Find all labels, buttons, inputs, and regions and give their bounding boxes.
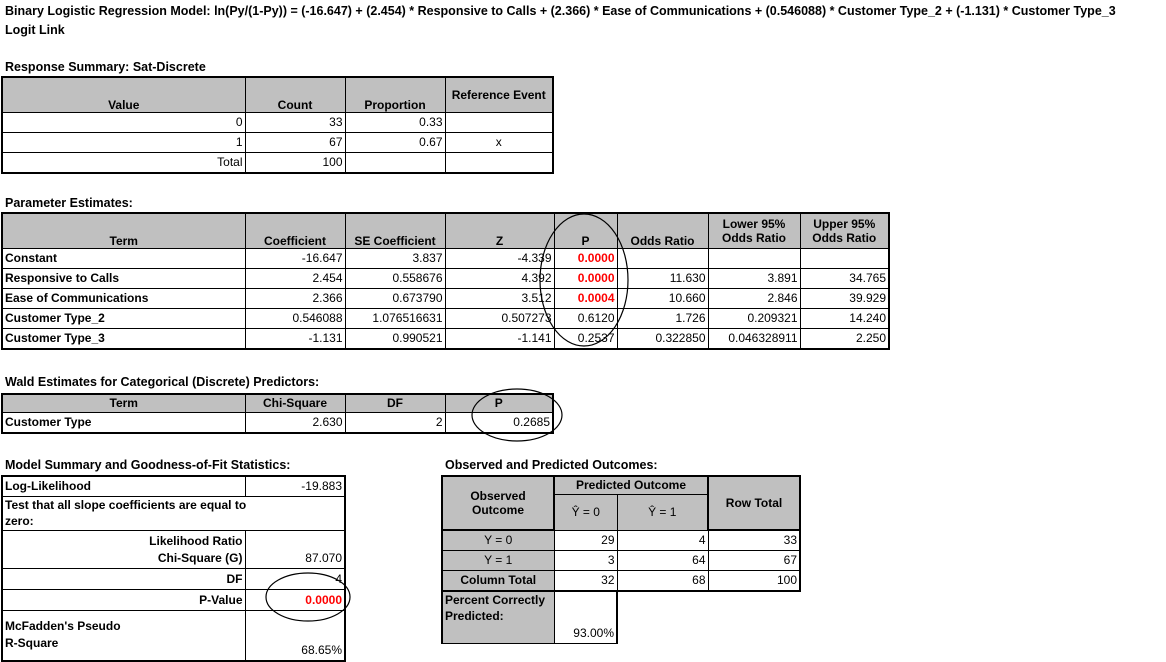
reference-event-marker: x [445,132,553,152]
table-row: Likelihood Ratio Chi-Square (G) 87.070 [2,531,345,569]
lr-chi-square-value: 87.070 [245,531,345,569]
col-value: Value [2,77,245,112]
col-p: P [445,394,553,412]
table-row: 0 33 0.33 [2,112,553,132]
row-total-header: Row Total [708,476,800,530]
col-z: Z [445,213,554,248]
log-likelihood-value: -19.883 [245,476,345,497]
percent-correct-label: Percent Correctly Predicted: [442,591,554,643]
percent-correct-value: 93.00% [554,591,617,643]
response-summary-table [1,76,554,174]
df-value: 4 [245,569,345,590]
yhat0-header: Ŷ = 0 [554,494,617,530]
table-row: DF 4 [2,569,345,590]
table-row: P-Value 0.0000 [2,590,345,611]
table-row: Customer Type 2.630 2 0.2685 [2,412,553,433]
table-row: Customer Type_2 0.546088 1.076516631 0.507273 0.6120 1.726 0.209321 14.240 [2,308,889,328]
col-coefficient: Coefficient [245,213,345,248]
table-row: Constant -16.647 3.837 -4.339 0.0000 [2,248,889,268]
table-row: Ease of Communications 2.366 0.673790 3.512 0.0004 10.660 2.846 39.929 [2,288,889,308]
col-df: DF [345,394,445,412]
col-term: Term [2,213,245,248]
col-reference-event: Reference Event [445,77,553,112]
col-odds-ratio: Odds Ratio [617,213,708,248]
predicted-outcome-header: Predicted Outcome [554,476,708,494]
table-row: Responsive to Calls 2.454 0.558676 4.392 0.0000 11.630 3.891 34.765 [2,268,889,288]
observed-predicted-heading: Observed and Predicted Outcomes: [445,458,658,472]
table-row: Y = 0 29 4 33 [442,530,800,551]
model-equation-title: Binary Logistic Regression Model: ln(Py/(1-Py)) = (-16.647) + (2.454) * Responsive to Calls + (2.366) * Ease of Communications + (0.546088) * Customer Type_2 + (-1.131) * Customer Type_3 [5,4,1116,18]
model-summary-heading: Model Summary and Goodness-of-Fit Statistics: [5,458,291,472]
table-row: Y = 1 3 64 67 [442,551,800,571]
yhat1-header: Ŷ = 1 [617,494,708,530]
table-row: 1 67 0.67 x [2,132,553,152]
table-row: Test that all slope coefficients are equal to zero: [2,497,345,531]
table-row: Total 100 [2,152,553,173]
table-row: Log-Likelihood -19.883 [2,476,345,497]
table-row: Customer Type_3 -1.131 0.990521 -1.141 0.2537 0.322850 0.046328911 2.250 [2,328,889,349]
p-value: 0.0000 [245,590,345,611]
parameter-estimates-table [1,212,890,350]
col-upper-95: Upper 95% Odds Ratio [800,213,889,248]
col-term: Term [2,394,245,412]
observed-predicted-table [441,475,801,644]
link-label: Logit Link [5,23,65,37]
wald-heading: Wald Estimates for Categorical (Discrete) Predictors: [5,375,320,389]
table-row: McFadden's Pseudo R-Square 68.65% [2,611,345,661]
table-row: Column Total 32 68 100 [442,571,800,592]
wald-table [1,393,554,434]
model-summary-table [1,475,346,662]
col-chi-square: Chi-Square [245,394,345,412]
table-row [442,591,800,643]
parameter-estimates-heading: Parameter Estimates: [5,196,133,210]
col-proportion: Proportion [345,77,445,112]
col-count: Count [245,77,345,112]
observed-outcome-header: Observed Outcome [442,476,554,530]
pseudo-r-square-value: 68.65% [245,611,345,661]
response-summary-heading: Response Summary: Sat-Discrete [5,60,206,74]
col-p: P [554,213,617,248]
col-se-coefficient: SE Coefficient [345,213,445,248]
col-lower-95: Lower 95% Odds Ratio [708,213,800,248]
